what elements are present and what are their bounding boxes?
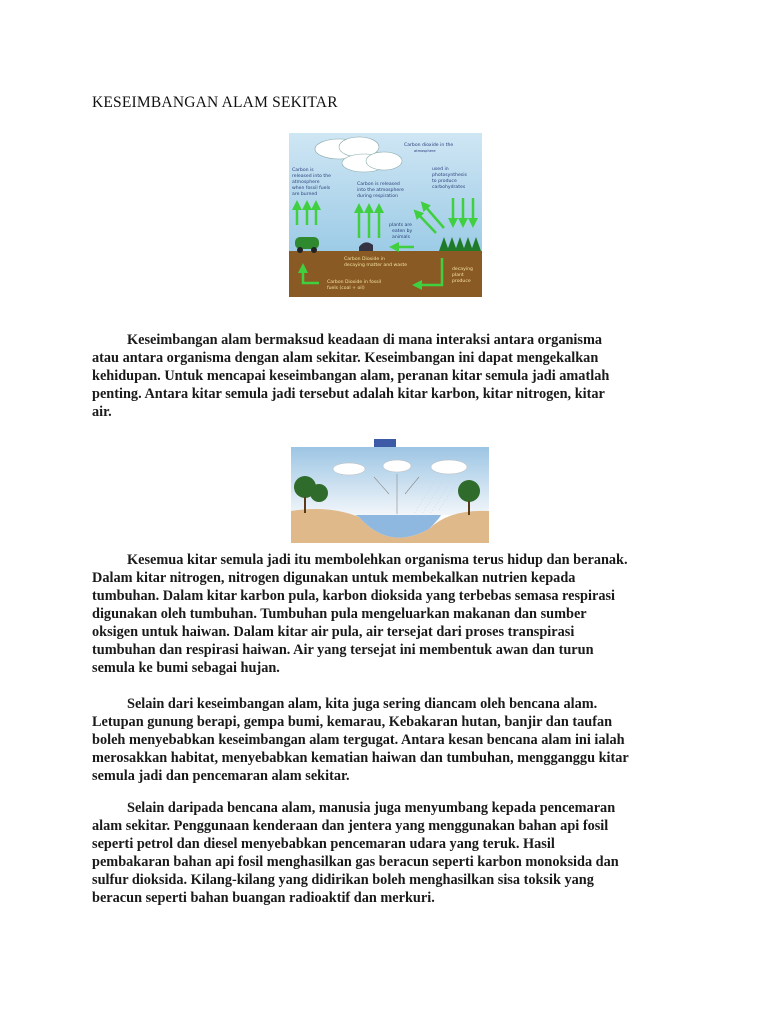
paragraph-line: boleh menyebabkan keseimbangan alam tergugat. Antara kesan bencana alam ini ialah [92,732,625,748]
paragraph-line: atau antara organisma dengan alam sekitar. Keseimbangan ini dapat mengekalkan [92,350,599,366]
paragraph-line: digunakan oleh tumbuhan. Tumbuhan pula mengeluarkan makanan dan sumber [92,606,587,622]
label-photo3: to produce [432,179,457,184]
label-eaten1: plants are [389,223,413,228]
label-produce3: produce [452,279,471,284]
paragraph-line: semula jadi dan pencemaran alam sekitar. [92,768,350,784]
label-resp3: during respiration [357,194,398,199]
paragraph-line: sulfur dioksida. Kilang-kilang yang didirikan boleh menghasilkan sisa toksik yang [92,872,594,888]
water-cycle-diagram [289,439,493,546]
label-resp2: into the atmosphere [357,188,404,193]
label-fossil5: are burned [292,192,318,197]
paragraph-line: air. [92,404,112,420]
label-fossilfuel2: fuels (coal + oil) [327,286,365,291]
document-title: KESEIMBANGAN ALAM SEKITAR [92,94,338,111]
diagram-title-badge [374,439,396,447]
paragraph-1 [92,331,609,421]
paragraph-line: Selain daripada bencana alam, manusia juga menyumbang kepada pencemaran [127,800,616,816]
label-fossil3: atmosphere [292,180,320,185]
paragraph-line: pembakaran bahan api fosil menghasilkan gas beracun seperti karbon monoksida dan [92,854,619,870]
paragraph-line: beracun seperti bahan buangan radioaktif dan merkuri. [92,890,435,906]
paragraph-line: merosakkan habitat, menyebabkan kematian haiwan dan tumbuhan, mengganggu kitar [92,750,629,766]
label-decay2: decaying matter and waste [344,263,408,268]
paragraph-line: alam sekitar. Penggunaan kenderaan dan jentera yang menggunakan bahan api fosil [92,818,609,834]
label-fossil2: released into the [292,174,331,179]
paragraph-line: tumbuhan dan respirasi haiwan. Air yang tersejat ini membentuk awan dan turun [92,642,594,658]
paragraph-4 [92,799,619,907]
label-photo1: used in [432,167,449,172]
paragraph-line: oksigen untuk haiwan. Dalam kitar air pula, air tersejat dari proses transpirasi [92,624,575,640]
paragraph-line: Selain dari keseimbangan alam, kita juga sering diancam oleh bencana alam. [127,696,598,712]
carbon-cycle-diagram [289,133,482,297]
paragraph-line: tumbuhan. Dalam kitar karbon pula, karbon dioksida yang terbebas semasa respirasi [92,588,616,604]
label-decay1: Carbon Dioxide in [344,257,385,262]
label-fossil1: Carbon is [292,168,314,173]
label-eaten3: animals [392,235,410,240]
paragraph-line: Keseimbangan alam bermaksud keadaan di mana interaksi antara organisma [127,332,603,348]
label-produce1: decaying [452,267,473,272]
paragraph-2 [92,551,628,677]
paragraph-line: penting. Antara kitar semula jadi tersebut adalah kitar karbon, kitar nitrogen, kitar [92,386,605,402]
label-fossilfuel1: Carbon Dioxide in fossil [327,280,382,285]
label-photo2: photosynthesis [432,173,467,178]
paragraph-3 [92,695,629,785]
paragraph-line: Letupan gunung berapi, gempa bumi, kemarau, Kebakaran hutan, banjir dan taufan [92,714,613,730]
paragraph-line: Dalam kitar nitrogen, nitrogen digunakan untuk membekalkan nutrien kepada [92,570,576,586]
paragraph-line: kehidupan. Untuk mencapai keseimbangan alam, peranan kitar semula jadi amatlah [92,368,610,384]
label-eaten2: eaten by [392,229,413,234]
label-fossil4: when fossil fuels [292,186,331,191]
label-atmosphere2: atmosphere [414,149,436,153]
label-resp1: Carbon is released [357,182,400,187]
paragraph-line: semula ke bumi sebagai hujan. [92,660,280,676]
label-produce2: plant [452,273,464,278]
label-photo4: carbohydrates [432,185,466,190]
label-atmosphere: Carbon dioxide in the [404,143,454,148]
paragraph-line: Kesemua kitar semula jadi itu membolehkan organisma terus hidup dan beranak. [127,552,628,568]
paragraph-line: seperti petrol dan diesel menyebabkan pencemaran udara yang teruk. Hasil [92,836,555,852]
